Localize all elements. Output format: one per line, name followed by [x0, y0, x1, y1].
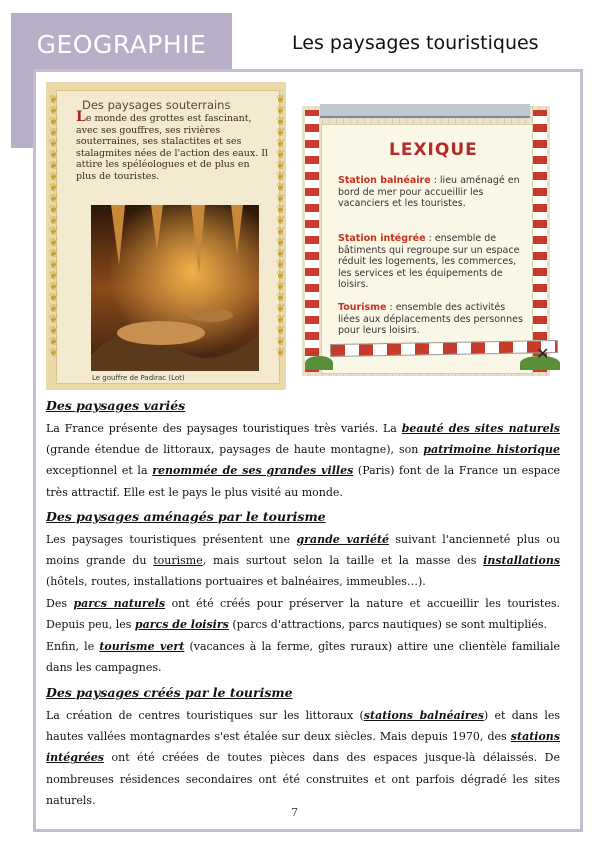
paragraph-text: tourisme [153, 554, 203, 568]
illustration-caption: Le gouffre de Padirac (Lot) [92, 374, 185, 382]
section-paragraph [46, 529, 560, 593]
paragraph-text: (vacances à la ferme, gîtes ruraux) attire une clientèle familiale dans les campagnes. [46, 640, 560, 675]
lexique-post-right [533, 110, 550, 372]
section-paragraph [46, 705, 560, 811]
keyword-text: beauté des sites naturels [401, 422, 560, 435]
grass-left-icon [305, 356, 333, 370]
lexique-term: Station intégrée [338, 233, 426, 244]
section-title: Des paysages variés [46, 398, 186, 413]
keyword-text: stations balnéaires [363, 709, 484, 722]
paragraph-text: Des [46, 597, 74, 610]
keyword-text: parcs de loisirs [134, 618, 229, 632]
illustration-text [76, 109, 272, 183]
lexique-definition: : ensemble de bâtiments qui regroupe sur un espace réduit les logements, les commerces, les services et les équipements de loisirs. [338, 233, 520, 291]
section-paragraph [46, 636, 560, 678]
laurel-right-icon: ❦ ❦ ❦ ❦ ❦ ❦ ❦ ❦ ❦ ❦ ❦ ❦ ❦ ❦ ❦ ❦ ❦ ❦ ❦ ❦ ❦ ❦ ❦ ❦ [276, 93, 286, 359]
cave-photo [91, 205, 259, 371]
keyword-text: installations [483, 554, 561, 568]
page-title: Les paysages touristiques [292, 32, 539, 54]
paragraph-text: suivant l'ancienneté plus ou moins grande du [46, 533, 561, 568]
paragraph-text: ) et dans les hautes vallées montagnardes s'est étalée sur deux siècles. Mais depuis 1970, des [46, 709, 561, 744]
illustration-title: Des paysages souterrains [82, 98, 231, 112]
drop-cap: L [76, 109, 86, 125]
keyword-text: grande variété [296, 533, 390, 546]
keyword-text: renommée de ses grandes villes [152, 464, 354, 478]
keyword-text: parcs naturels [73, 597, 166, 610]
paragraph-text: Les paysages touristiques présentent une [46, 533, 297, 546]
paragraph-text: ont été créés pour préserver la nature et accueillir les touristes. Depuis peu, les [46, 597, 560, 632]
lexique-definition: : ensemble des activités liées aux déplacements des personnes pour leurs loisirs. [338, 302, 523, 337]
lexique-definition: : lieu aménagé en bord de mer pour accueillir les vacanciers et les touristes. [338, 175, 520, 210]
page-number: 7 [291, 806, 298, 819]
paragraph-text: La création de centres touristiques sur les littoraux ( [46, 709, 364, 722]
railroad-crossing-icon: ✕ [536, 344, 550, 363]
paragraph-text: (hôtels, routes, installations portuaires et balnéaires, immeubles…). [46, 575, 426, 589]
section-title: Des paysages créés par le tourisme [46, 685, 293, 700]
paragraph-text: (Paris) font de la France un espace très attractif. Elle est le pays le plus visité au monde. [46, 464, 560, 499]
train-icon [320, 104, 530, 118]
section-title: Des paysages aménagés par le tourisme [46, 509, 326, 524]
lexique-entry [338, 233, 528, 291]
paragraph-text: , mais surtout selon la taille et la masse des [202, 554, 484, 568]
illustration-body: e monde des grottes est fascinant, avec ses gouffres, ses rivières souterraines, ses stalactites et ses stalagmites nées de l'action des eaux. Il attire les spéléologues et de plus en plus de touristes. [76, 113, 269, 182]
lexique-term: Station balnéaire [338, 175, 431, 186]
keyword-text: patrimoine historique [423, 443, 560, 457]
lexique-post-left [305, 110, 319, 372]
section-paragraph [46, 418, 560, 503]
section-paragraph [46, 593, 560, 635]
paragraph-text: ont été créées de toutes pièces dans des espaces jusque-là délaissés. De nombreuses résidences secondaires ont été construites et ont parfois dégradé les sites naturels. [46, 751, 560, 807]
keyword-text: tourisme vert [99, 640, 185, 653]
lexique-term: Tourisme [338, 302, 387, 313]
lexique-entry [338, 175, 528, 210]
paragraph-text: (grande étendue de littoraux, paysages de haute montagne), son [46, 443, 424, 457]
paragraph-text: (parcs d'attractions, parcs nautiques) se sont multipliés. [228, 618, 548, 632]
paragraph-text: Enfin, le [46, 640, 100, 653]
subject-label: GEOGRAPHIE [36, 30, 207, 59]
lexique-entry [338, 302, 528, 337]
paragraph-text: exceptionnel et la [46, 464, 153, 478]
laurel-left-icon: ❦ ❦ ❦ ❦ ❦ ❦ ❦ ❦ ❦ ❦ ❦ ❦ ❦ ❦ ❦ ❦ ❦ ❦ ❦ ❦ ❦ ❦ ❦ ❦ [49, 93, 59, 359]
lexique-heading: LEXIQUE [389, 140, 478, 160]
paragraph-text: La France présente des paysages touristiques très variés. La [46, 422, 402, 435]
keyword-text: stations intégrées [46, 730, 560, 765]
